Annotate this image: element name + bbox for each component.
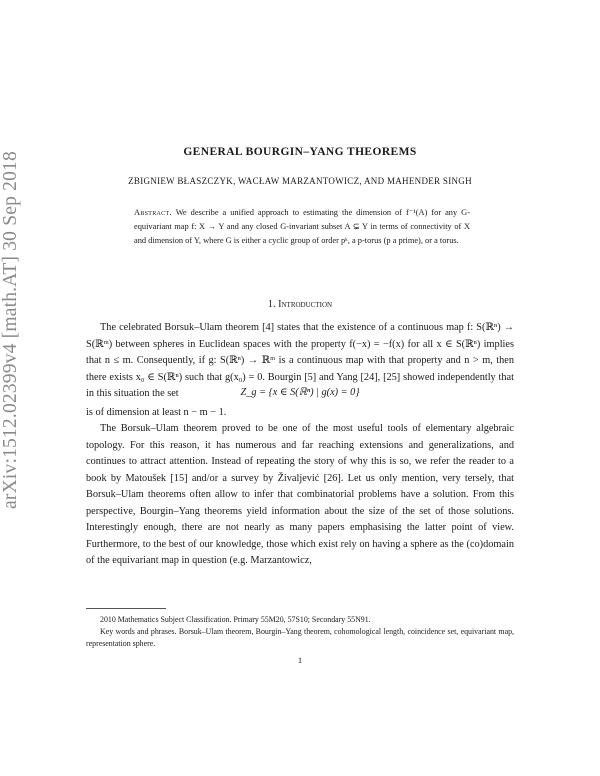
abstract — [134, 206, 470, 248]
paper-authors: ZBIGNIEW BŁASZCZYK, WACŁAW MARZANTOWICZ, AND MAHENDER SINGH — [128, 176, 472, 186]
paper-title: GENERAL BOURGIN–YANG THEOREMS — [183, 146, 417, 158]
paragraph-text: The celebrated Borsuk–Ulam theorem [4] states that the existence of a continuous map f: S(ℝⁿ) → S(ℝᵐ) between spheres in Euclidean spaces with the property f(−x) = −f(x) for all x ∈ S(ℝⁿ) implies that n ≤ m. Consequently, if g: S(ℝⁿ) → ℝᵐ is a continuous map with that property and n > m, then there exists x₀ ∈ S(ℝⁿ) such that g(x₀) = 0. Bourgin [5] and Yang [24], [25] showed independently that in this situation the set — [86, 322, 514, 399]
abstract-text: We describe a unified approach to estimating the dimension of f⁻¹(A) for any G-equivariant map f: X → Y and any closed G-invariant subset A ⊊ Y in terms of connectivity of X and dimension of Y, where G is either a cyclic group of order pᵏ, a p-torus (p a prime), or a torus. — [134, 208, 471, 245]
abstract-label: Abstract. — [134, 208, 172, 217]
display-equation: Z_g = {x ∈ S(ℝⁿ) | g(x) = 0} — [240, 387, 360, 398]
paragraph-intro-2 — [86, 421, 514, 570]
footnote-keywords: Key words and phrases. Borsuk–Ulam theorem, Bourgin–Yang theorem, cohomological length, coincidence set, equivariant map, representation sphere. — [86, 627, 514, 648]
footnote-divider — [86, 608, 166, 609]
section-title: Introduction — [278, 299, 333, 310]
section-heading — [0, 299, 600, 310]
paragraph-text: The Borsuk–Ulam theorem proved to be one of the most useful tools of elementary algebraic topology. For this reason, it has numerous and far reaching extensions and generalizations, and continues to attract attention. Instead of repeating the story of why this is so, we refer the reader to a book by Matoušek [15] and/or a survey by Živaljević [26]. Let us only mention, very tersely, that Borsuk–Ulam theorems often allow to infer that combinatorial problems have a solution. From this perspective, Bourgin–Yang theorems yield information about the size of the set of those solutions. Interestingly enough, there are not nearly as many papers emphasising the latter point of view. Furthermore, to the best of our knowledge, those which exist rely on having a sphere as the (co)domain of the equivariant map in question (e.g. Marzantowicz, — [86, 423, 514, 566]
page-number: 1 — [297, 655, 303, 665]
footnotes — [86, 614, 514, 650]
arxiv-identifier: arXiv:1512.02399v4 [math.AT] 30 Sep 2018 — [0, 151, 21, 509]
footnote-msc: 2010 Mathematics Subject Classification. Primary 55M20, 57S10; Secondary 55N91. — [100, 615, 371, 624]
section-number: 1. — [267, 299, 276, 310]
paragraph-after-equation: is of dimension at least n − m − 1. — [86, 407, 227, 418]
